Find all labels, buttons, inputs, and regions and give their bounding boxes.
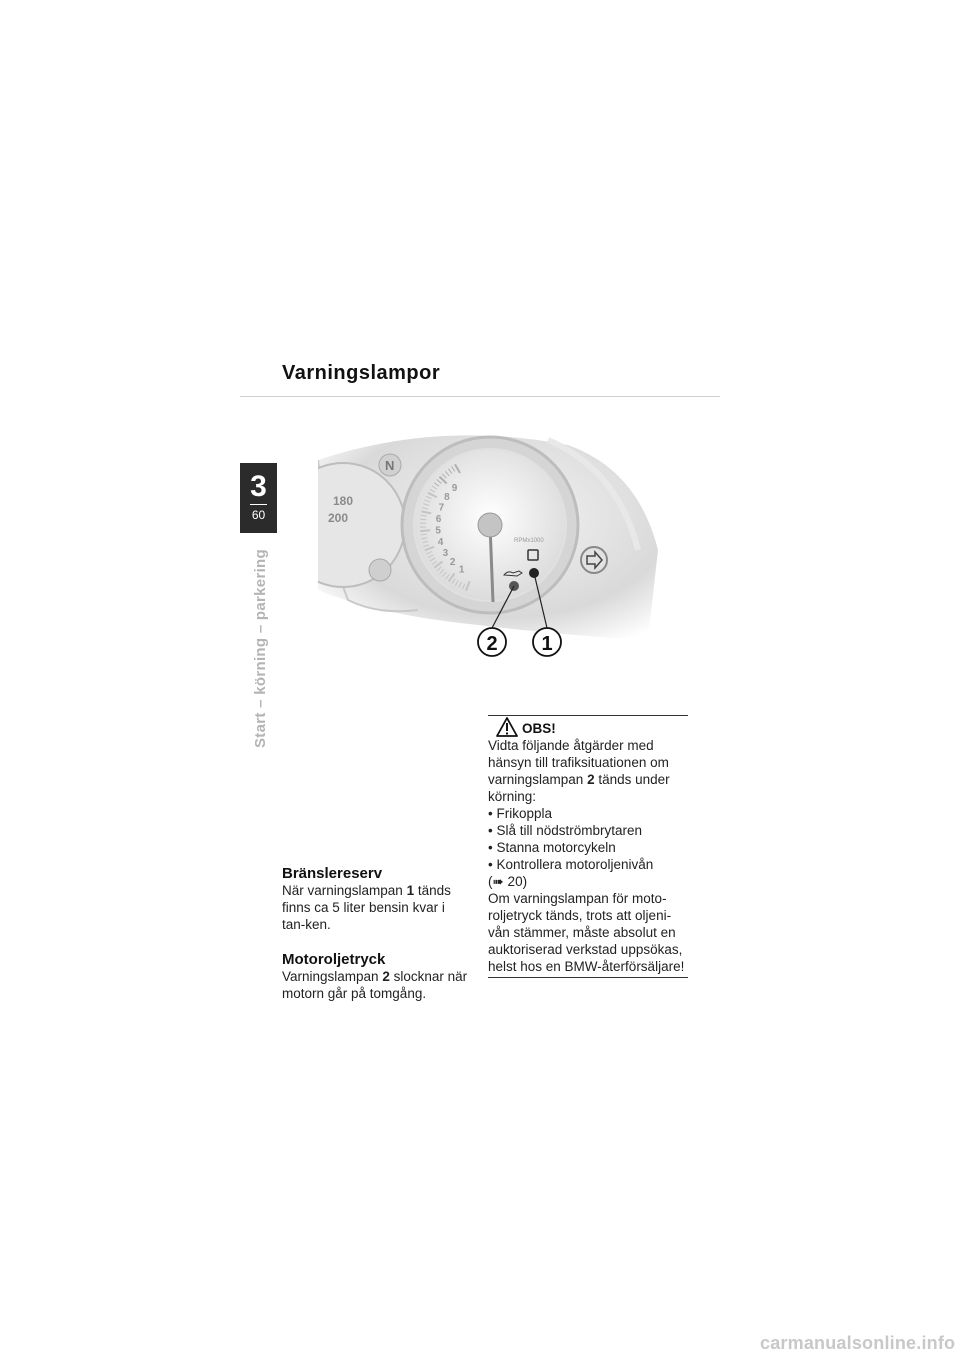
fuel-reserve-section [282,865,470,933]
notice-steps [488,805,690,890]
rpm-label: 7 [438,502,445,514]
rpm-label: 3 [442,547,449,559]
chapter-side-title: Start – körning – parkering [252,549,269,748]
rpm-label: 8 [444,491,450,503]
speedo-label: 200 [328,511,349,525]
title-divider [240,396,720,397]
list-item: • Kontrollera motoroljenivån [488,857,654,872]
oil-pressure-text: Varningslampan 2 slocknar när motorn går på tomgång. [282,969,468,1001]
rpm-label: 6 [435,513,442,525]
chapter-tab-divider [250,504,267,505]
rpm-label: 2 [449,557,456,569]
watermark: carmanualsonline.info [760,1333,956,1353]
chapter-number: 3 [250,470,267,503]
fuel-reserve-text: När varningslampan 1 tänds finns ca 5 liter bensin kvar i tan-ken. [282,883,451,932]
neutral-indicator: N [385,458,395,473]
notice-header [488,717,690,737]
rpm-label: 5 [435,525,441,537]
instrument-cluster-photo [318,430,658,670]
notice-closing: Om varningslampan för moto-roljetryck tänds, trots att oljeni-vån stämmer, måste absolut en auktoriserad verkstad uppsökas, helst hos en BMW-återförsäljare! [488,891,685,974]
oil-pressure-section [282,951,470,1002]
notice-intro: Vidta följande åtgärder med hänsyn till trafiksituationen om varningslampan 2 tänds under körning: [488,738,670,804]
rpm-label: 9 [451,482,458,494]
warning-triangle-icon [496,717,518,737]
rpm-label: 4 [437,537,444,549]
callout-1-label: 1 [541,633,553,655]
rpm-label: 1 [458,564,465,576]
fuel-reserve-heading: Bränslereserv [282,865,383,882]
notice-top-rule [488,715,688,716]
list-item: • Slå till nödströmbrytaren [488,823,643,838]
speedo-label: 180 [333,494,354,508]
notice-label: OBS! [522,721,556,736]
callout-2-label: 2 [486,633,498,655]
page-title: Varningslampor [282,362,441,384]
list-item: • Frikoppla [488,806,552,821]
page-number: 60 [251,508,266,522]
left-column [282,865,470,1002]
notice-box [488,715,690,978]
rpm-unit: RPMx1000 [514,538,544,544]
list-item: • Stanna motorcykeln [488,840,616,855]
oil-pressure-heading: Motoroljetryck [282,951,386,968]
rpm-tick [420,530,430,531]
chapter-tab [240,463,277,533]
notice-bottom-rule [488,977,688,978]
page-reference: (➠ 20) [488,874,528,889]
